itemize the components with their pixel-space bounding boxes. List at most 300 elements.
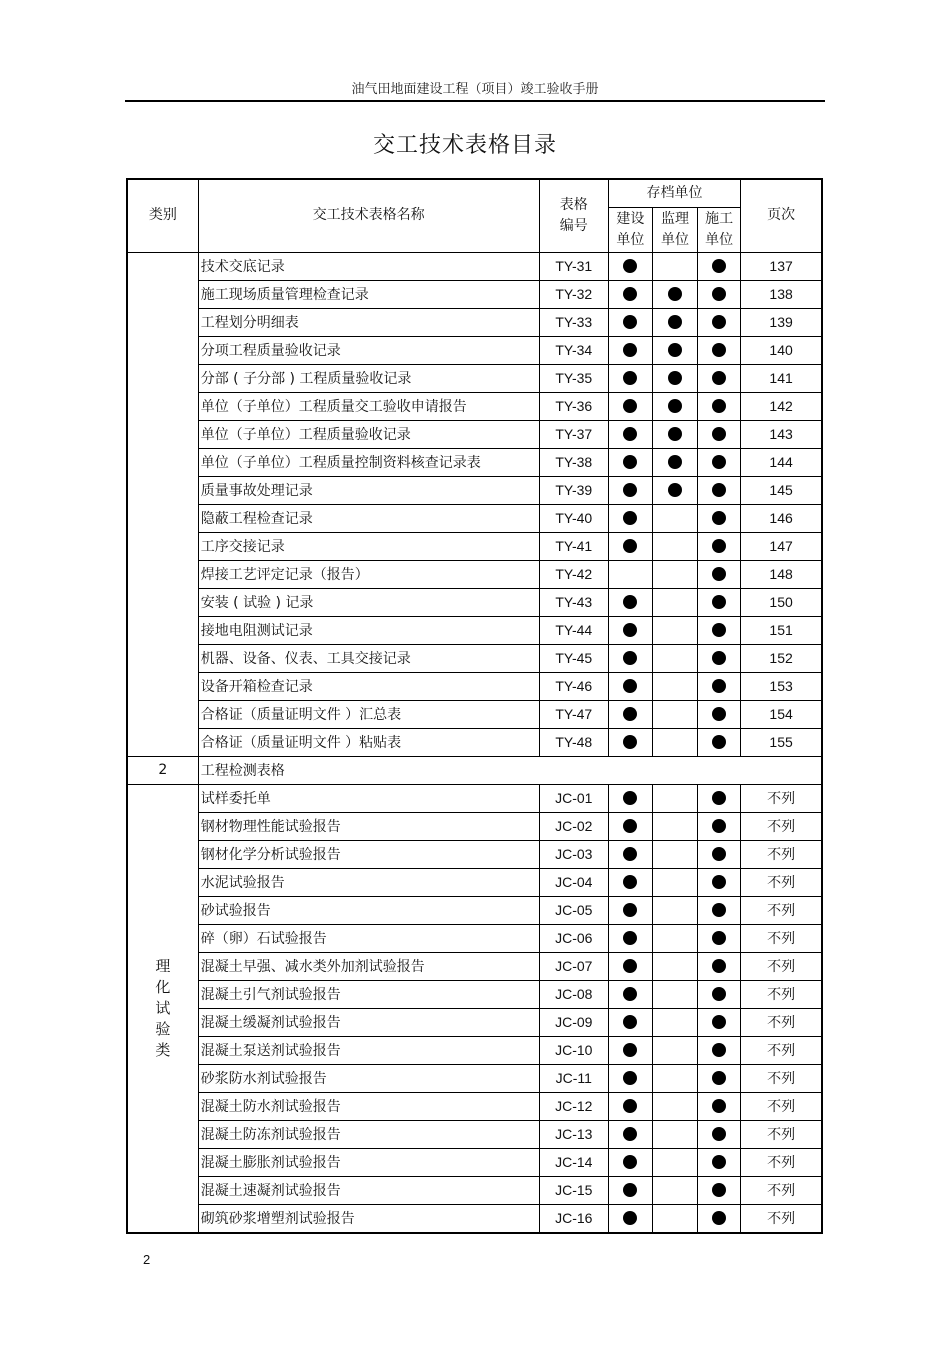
page-cell: 不列	[741, 1176, 822, 1204]
table-row	[127, 1120, 822, 1148]
filled-circle-icon	[712, 931, 726, 945]
supervisor-cell	[652, 868, 697, 896]
table-row	[127, 672, 822, 700]
page-cell: 137	[741, 252, 822, 280]
filled-circle-icon	[712, 1015, 726, 1029]
contractor-cell	[698, 1148, 741, 1176]
form-code-cell: JC-06	[539, 924, 608, 952]
table-row	[127, 952, 822, 980]
supervisor-cell	[652, 560, 697, 588]
table-row	[127, 1092, 822, 1120]
form-code-cell: TY-31	[539, 252, 608, 280]
filled-circle-icon	[623, 315, 637, 329]
table-row	[127, 1064, 822, 1092]
page-title: 交工技术表格目录	[372, 133, 557, 158]
supervisor-cell	[652, 616, 697, 644]
owner-cell	[608, 700, 652, 728]
supervisor-cell	[652, 924, 697, 952]
owner-cell	[608, 952, 652, 980]
form-name-cell: 单位（子单位）工程质量验收记录	[198, 420, 539, 448]
contractor-cell	[698, 588, 741, 616]
filled-circle-icon	[623, 987, 637, 1001]
page-cell: 不列	[741, 1092, 822, 1120]
contractor-cell	[698, 308, 741, 336]
supervisor-cell	[652, 476, 697, 504]
form-name-cell: 试样委托单	[198, 784, 539, 812]
supervisor-cell	[652, 980, 697, 1008]
filled-circle-icon	[712, 1099, 726, 1113]
contractor-cell	[698, 1120, 741, 1148]
filled-circle-icon	[712, 847, 726, 861]
table-row	[127, 252, 822, 280]
form-code-cell: TY-47	[539, 700, 608, 728]
contractor-cell	[698, 616, 741, 644]
form-name-cell: 钢材化学分析试验报告	[198, 840, 539, 868]
filled-circle-icon	[623, 259, 637, 273]
header-contractor-line1: 施工	[705, 210, 734, 227]
table-row	[127, 616, 822, 644]
form-code-cell: TY-45	[539, 644, 608, 672]
page-cell: 不列	[741, 812, 822, 840]
filled-circle-icon	[712, 679, 726, 693]
filled-circle-icon	[712, 819, 726, 833]
filled-circle-icon	[712, 595, 726, 609]
form-code-cell: JC-14	[539, 1148, 608, 1176]
supervisor-cell	[652, 952, 697, 980]
category-char: 验	[155, 1019, 171, 1038]
filled-circle-icon	[623, 819, 637, 833]
page-cell: 不列	[741, 924, 822, 952]
table-row	[127, 700, 822, 728]
owner-cell	[608, 336, 652, 364]
owner-cell	[608, 448, 652, 476]
contractor-cell	[698, 364, 741, 392]
form-code-cell: TY-36	[539, 392, 608, 420]
supervisor-cell	[652, 1036, 697, 1064]
filled-circle-icon	[623, 539, 637, 553]
table-row	[127, 476, 822, 504]
filled-circle-icon	[712, 791, 726, 805]
filled-circle-icon	[623, 483, 637, 497]
filled-circle-icon	[668, 315, 682, 329]
table-row	[127, 1204, 822, 1233]
supervisor-cell	[652, 504, 697, 532]
form-name-cell: 工程划分明细表	[198, 308, 539, 336]
filled-circle-icon	[623, 707, 637, 721]
page-cell: 139	[741, 308, 822, 336]
supervisor-cell	[652, 364, 697, 392]
form-code-cell: TY-43	[539, 588, 608, 616]
section-title: 工程检测表格	[198, 756, 822, 784]
filled-circle-icon	[712, 1071, 726, 1085]
owner-cell	[608, 308, 652, 336]
filled-circle-icon	[668, 427, 682, 441]
form-name-cell: 单位（子单位）工程质量控制资料核查记录表	[198, 448, 539, 476]
owner-cell	[608, 812, 652, 840]
table-row	[127, 812, 822, 840]
filled-circle-icon	[712, 343, 726, 357]
contractor-cell	[698, 1204, 741, 1233]
form-name-cell: 分项工程质量验收记录	[198, 336, 539, 364]
table-row	[127, 1036, 822, 1064]
filled-circle-icon	[712, 623, 726, 637]
filled-circle-icon	[623, 1127, 637, 1141]
form-name-cell: 碎（卵）石试验报告	[198, 924, 539, 952]
contractor-cell	[698, 1008, 741, 1036]
section-number: 2	[127, 756, 198, 784]
header-page: 页次	[741, 179, 822, 252]
header-contractor	[698, 207, 741, 252]
header-owner-line1: 建设	[616, 210, 645, 227]
table-row	[127, 308, 822, 336]
owner-cell	[608, 924, 652, 952]
filled-circle-icon	[712, 987, 726, 1001]
contractor-cell	[698, 952, 741, 980]
page-cell: 147	[741, 532, 822, 560]
owner-cell	[608, 728, 652, 756]
contractor-cell	[698, 812, 741, 840]
header-supervisor-line2: 单位	[661, 231, 690, 248]
supervisor-cell	[652, 728, 697, 756]
filled-circle-icon	[668, 343, 682, 357]
form-name-cell: 技术交底记录	[198, 252, 539, 280]
filled-circle-icon	[712, 539, 726, 553]
filled-circle-icon	[712, 483, 726, 497]
owner-cell	[608, 420, 652, 448]
page-cell: 148	[741, 560, 822, 588]
category-cell-group2	[127, 784, 198, 1233]
filled-circle-icon	[623, 427, 637, 441]
contractor-cell	[698, 980, 741, 1008]
form-name-cell: 隐蔽工程检查记录	[198, 504, 539, 532]
table-row	[127, 1008, 822, 1036]
page-cell: 不列	[741, 952, 822, 980]
table-row	[127, 644, 822, 672]
contractor-cell	[698, 896, 741, 924]
form-name-cell: 合格证（质量证明文件 ）汇总表	[198, 700, 539, 728]
filled-circle-icon	[623, 287, 637, 301]
filled-circle-icon	[712, 315, 726, 329]
contractor-cell	[698, 336, 741, 364]
header-name: 交工技术表格名称	[198, 179, 539, 252]
contractor-cell	[698, 532, 741, 560]
page-cell: 146	[741, 504, 822, 532]
supervisor-cell	[652, 532, 697, 560]
supervisor-cell	[652, 392, 697, 420]
contractor-cell	[698, 700, 741, 728]
filled-circle-icon	[623, 1211, 637, 1225]
page-cell: 141	[741, 364, 822, 392]
table-row	[127, 924, 822, 952]
contractor-cell	[698, 1036, 741, 1064]
table-row	[127, 392, 822, 420]
filled-circle-icon	[668, 455, 682, 469]
filled-circle-icon	[623, 847, 637, 861]
filled-circle-icon	[623, 1183, 637, 1197]
form-code-cell: TY-42	[539, 560, 608, 588]
filled-circle-icon	[623, 651, 637, 665]
supervisor-cell	[652, 1120, 697, 1148]
form-code-cell: TY-44	[539, 616, 608, 644]
header-owner-line2: 单位	[616, 231, 645, 248]
toc-table	[126, 178, 823, 1234]
table-row	[127, 728, 822, 756]
supervisor-cell	[652, 308, 697, 336]
filled-circle-icon	[623, 343, 637, 357]
page-cell: 不列	[741, 1148, 822, 1176]
page-cell: 140	[741, 336, 822, 364]
supervisor-cell	[652, 644, 697, 672]
page-cell: 不列	[741, 784, 822, 812]
form-name-cell: 焊接工艺评定记录（报告）	[198, 560, 539, 588]
form-name-cell: 混凝土引气剂试验报告	[198, 980, 539, 1008]
table-row	[127, 1176, 822, 1204]
page-cell: 不列	[741, 1204, 822, 1233]
header-code-line2: 编号	[559, 217, 588, 234]
page-cell: 不列	[741, 980, 822, 1008]
form-code-cell: TY-35	[539, 364, 608, 392]
owner-cell	[608, 784, 652, 812]
filled-circle-icon	[712, 651, 726, 665]
category-char: 类	[155, 1040, 171, 1059]
table-row	[127, 336, 822, 364]
owner-cell	[608, 252, 652, 280]
filled-circle-icon	[668, 287, 682, 301]
contractor-cell	[698, 420, 741, 448]
form-code-cell: JC-07	[539, 952, 608, 980]
filled-circle-icon	[623, 455, 637, 469]
page-cell: 145	[741, 476, 822, 504]
supervisor-cell	[652, 1092, 697, 1120]
table-row	[127, 784, 822, 812]
table-row	[127, 1148, 822, 1176]
form-name-cell: 混凝土泵送剂试验报告	[198, 1036, 539, 1064]
category-char: 理	[155, 956, 171, 975]
table-row	[127, 588, 822, 616]
contractor-cell	[698, 476, 741, 504]
header-code-line1: 表格	[559, 196, 588, 213]
form-name-cell: 施工现场质量管理检查记录	[198, 280, 539, 308]
owner-cell	[608, 644, 652, 672]
filled-circle-icon	[712, 1127, 726, 1141]
page-number: 2	[143, 1252, 151, 1267]
owner-cell	[608, 560, 652, 588]
supervisor-cell	[652, 812, 697, 840]
contractor-cell	[698, 644, 741, 672]
form-code-cell: JC-15	[539, 1176, 608, 1204]
form-name-cell: 合格证（质量证明文件 ）粘贴表	[198, 728, 539, 756]
owner-cell	[608, 672, 652, 700]
filled-circle-icon	[623, 1015, 637, 1029]
page-cell: 不列	[741, 1120, 822, 1148]
owner-cell	[608, 1204, 652, 1233]
owner-cell	[608, 980, 652, 1008]
owner-cell	[608, 1148, 652, 1176]
table-row	[127, 868, 822, 896]
filled-circle-icon	[712, 259, 726, 273]
filled-circle-icon	[712, 511, 726, 525]
form-name-cell: 砂浆防水剂试验报告	[198, 1064, 539, 1092]
filled-circle-icon	[712, 1211, 726, 1225]
form-name-cell: 混凝土防冻剂试验报告	[198, 1120, 539, 1148]
table-row	[127, 364, 822, 392]
contractor-cell	[698, 560, 741, 588]
contractor-cell	[698, 784, 741, 812]
form-name-cell: 钢材物理性能试验报告	[198, 812, 539, 840]
table-row	[127, 840, 822, 868]
form-name-cell: 混凝土膨胀剂试验报告	[198, 1148, 539, 1176]
owner-cell	[608, 280, 652, 308]
filled-circle-icon	[623, 1071, 637, 1085]
page-cell: 不列	[741, 1008, 822, 1036]
filled-circle-icon	[623, 399, 637, 413]
contractor-cell	[698, 392, 741, 420]
form-name-cell: 机器、设备、仪表、工具交接记录	[198, 644, 539, 672]
owner-cell	[608, 392, 652, 420]
form-code-cell: JC-02	[539, 812, 608, 840]
form-code-cell: JC-03	[539, 840, 608, 868]
filled-circle-icon	[712, 1183, 726, 1197]
supervisor-cell	[652, 1176, 697, 1204]
contractor-cell	[698, 280, 741, 308]
category-cell-group1	[127, 252, 198, 756]
page-cell: 154	[741, 700, 822, 728]
owner-cell	[608, 1036, 652, 1064]
contractor-cell	[698, 868, 741, 896]
form-code-cell: TY-32	[539, 280, 608, 308]
page-cell: 142	[741, 392, 822, 420]
filled-circle-icon	[623, 1043, 637, 1057]
owner-cell	[608, 1176, 652, 1204]
supervisor-cell	[652, 700, 697, 728]
filled-circle-icon	[712, 875, 726, 889]
form-name-cell: 接地电阻测试记录	[198, 616, 539, 644]
form-code-cell: JC-13	[539, 1120, 608, 1148]
supervisor-cell	[652, 280, 697, 308]
page-cell: 152	[741, 644, 822, 672]
table-row	[127, 504, 822, 532]
supervisor-cell	[652, 588, 697, 616]
table-row	[127, 896, 822, 924]
page-cell: 151	[741, 616, 822, 644]
table-header	[127, 179, 822, 252]
supervisor-cell	[652, 896, 697, 924]
filled-circle-icon	[623, 511, 637, 525]
filled-circle-icon	[623, 595, 637, 609]
filled-circle-icon	[623, 931, 637, 945]
header-archive-group: 存档单位	[608, 179, 740, 207]
page-cell: 不列	[741, 868, 822, 896]
form-name-cell: 质量事故处理记录	[198, 476, 539, 504]
table-row	[127, 420, 822, 448]
contractor-cell	[698, 1064, 741, 1092]
form-code-cell: TY-34	[539, 336, 608, 364]
filled-circle-icon	[712, 287, 726, 301]
contractor-cell	[698, 1092, 741, 1120]
supervisor-cell	[652, 1064, 697, 1092]
form-name-cell: 砂试验报告	[198, 896, 539, 924]
form-code-cell: JC-10	[539, 1036, 608, 1064]
form-code-cell: JC-09	[539, 1008, 608, 1036]
form-code-cell: JC-04	[539, 868, 608, 896]
filled-circle-icon	[712, 567, 726, 581]
supervisor-cell	[652, 672, 697, 700]
form-name-cell: 水泥试验报告	[198, 868, 539, 896]
contractor-cell	[698, 672, 741, 700]
form-code-cell: TY-46	[539, 672, 608, 700]
form-code-cell: TY-41	[539, 532, 608, 560]
table-row	[127, 532, 822, 560]
filled-circle-icon	[712, 371, 726, 385]
filled-circle-icon	[623, 679, 637, 693]
form-code-cell: TY-38	[539, 448, 608, 476]
form-code-cell: JC-11	[539, 1064, 608, 1092]
contractor-cell	[698, 840, 741, 868]
owner-cell	[608, 476, 652, 504]
form-name-cell: 设备开箱检查记录	[198, 672, 539, 700]
filled-circle-icon	[623, 371, 637, 385]
filled-circle-icon	[712, 959, 726, 973]
filled-circle-icon	[712, 1155, 726, 1169]
header-category: 类别	[127, 179, 198, 252]
form-code-cell: TY-37	[539, 420, 608, 448]
contractor-cell	[698, 504, 741, 532]
filled-circle-icon	[712, 455, 726, 469]
contractor-cell	[698, 728, 741, 756]
filled-circle-icon	[668, 483, 682, 497]
owner-cell	[608, 616, 652, 644]
filled-circle-icon	[712, 903, 726, 917]
supervisor-cell	[652, 420, 697, 448]
owner-cell	[608, 1120, 652, 1148]
filled-circle-icon	[712, 735, 726, 749]
category-char: 试	[155, 998, 171, 1017]
filled-circle-icon	[623, 1099, 637, 1113]
owner-cell	[608, 1008, 652, 1036]
filled-circle-icon	[668, 399, 682, 413]
page-cell: 143	[741, 420, 822, 448]
owner-cell	[608, 588, 652, 616]
form-code-cell: JC-05	[539, 896, 608, 924]
owner-cell	[608, 1064, 652, 1092]
filled-circle-icon	[623, 959, 637, 973]
form-code-cell: JC-08	[539, 980, 608, 1008]
owner-cell	[608, 504, 652, 532]
form-name-cell: 分部 ( 子分部 ) 工程质量验收记录	[198, 364, 539, 392]
page-cell: 153	[741, 672, 822, 700]
form-name-cell: 单位（子单位）工程质量交工验收申请报告	[198, 392, 539, 420]
table-body	[127, 252, 822, 1233]
contractor-cell	[698, 1176, 741, 1204]
filled-circle-icon	[712, 399, 726, 413]
form-name-cell: 砌筑砂浆增塑剂试验报告	[198, 1204, 539, 1233]
form-name-cell: 混凝土防水剂试验报告	[198, 1092, 539, 1120]
category-char: 化	[155, 977, 171, 996]
table-row	[127, 280, 822, 308]
filled-circle-icon	[623, 791, 637, 805]
page-cell: 150	[741, 588, 822, 616]
header-contractor-line2: 单位	[705, 231, 734, 248]
page-cell: 不列	[741, 896, 822, 924]
running-header: 油气田地面建设工程（项目）竣工验收手册	[351, 82, 599, 97]
filled-circle-icon	[623, 903, 637, 917]
filled-circle-icon	[712, 1043, 726, 1057]
owner-cell	[608, 532, 652, 560]
page-cell: 不列	[741, 840, 822, 868]
table-row	[127, 560, 822, 588]
filled-circle-icon	[712, 427, 726, 441]
owner-cell	[608, 868, 652, 896]
